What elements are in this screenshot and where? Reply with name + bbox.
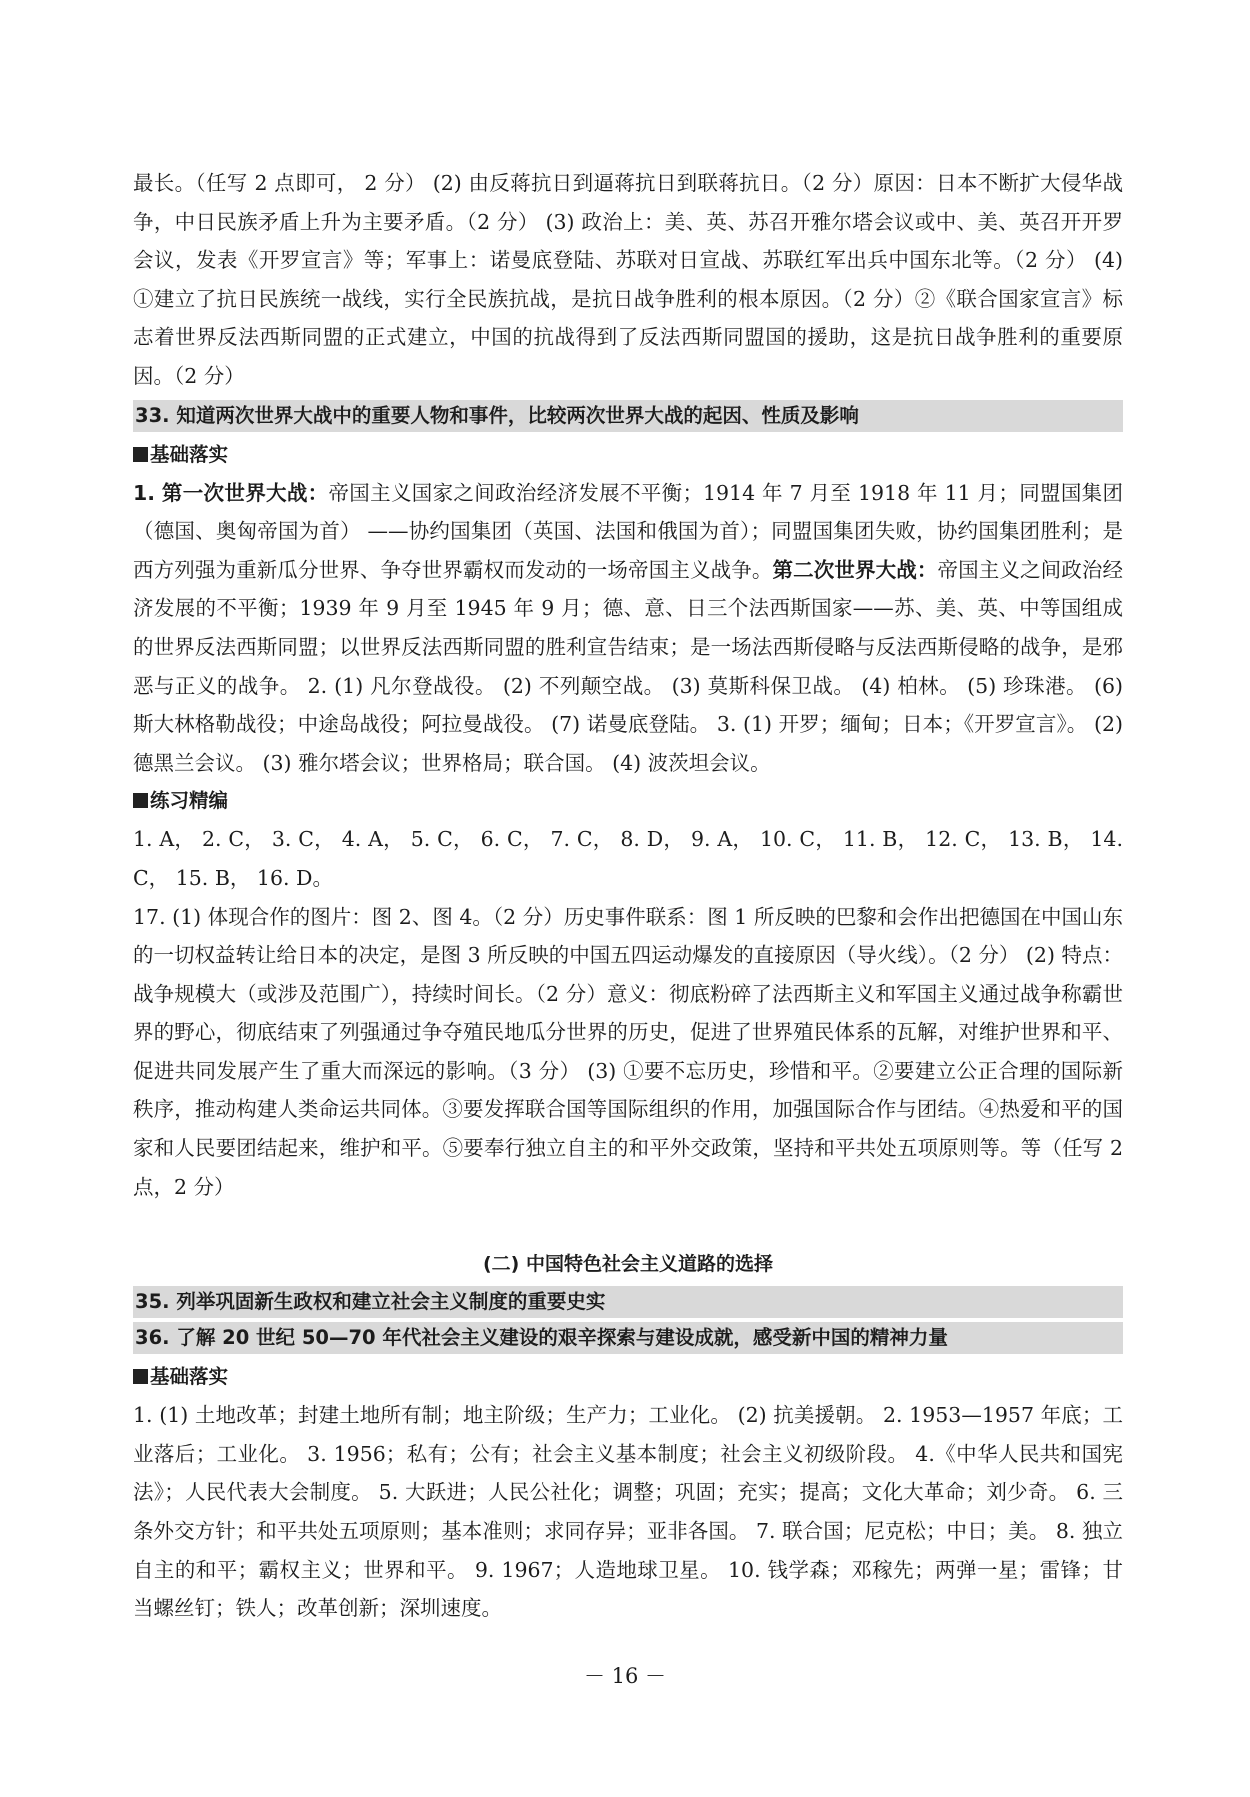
- section-36-basic-heading: [133, 1358, 1123, 1396]
- section-33-title: 33. 知道两次世界大战中的重要人物和事件，比较两次世界大战的起因、性质及影响: [135, 403, 859, 427]
- page-number: － 16 －: [583, 1664, 667, 1688]
- section-36-title: 36. 了解 20 世纪 50—70 年代社会主义建设的艰辛探索与建设成就，感受新中国的精神力量: [135, 1326, 948, 1350]
- basic-item-number: 1.: [133, 480, 156, 505]
- basic-label-2: 基础落实: [150, 1365, 229, 1389]
- practice-label: 练习精编: [150, 789, 229, 813]
- section-35-heading: [133, 1286, 1123, 1318]
- question-17-answer: 17. (1) 体现合作的图片：图 2、图 4。（2 分）历史事件联系：图 1 所反映的巴黎和会作出把德国在中国山东的一切权益转让给日本的决定，是图 3 所反映的中国五四运动爆发的直接原因（导火线）。（2 分） (2) 特点：战争规模大（或涉及范围广），持续时间长。（2 分）意义：彻底粉碎了法西斯主义和军国主义通过战争称霸世界的野心，彻底结束了列强通过争夺殖民地瓜分世界的历史，促进了世界殖民体系的瓦解，对维护世界和平、促进共同发展产生了重大而深远的影响。（3 分） (3) ①要不忘历史，珍惜和平。②要建立公正合理的国际新秩序，推动构建人类命运共同体。③要发挥联合国等国际组织的作用，加强国际合作与团结。④热爱和平的国家和人民要团结起来，维护和平。⑤要奉行独立自主的和平外交政策，坚持和平共处五项原则等。等（任写 2 点，2 分）: [133, 904, 1123, 1199]
- practice-answers: 1. A， 2. C， 3. C， 4. A， 5. C， 6. C， 7. C， 8. D， 9. A， 10. C， 11. B， 12. C， 13. B， 14. C， 15. B， 16. D。: [133, 827, 1123, 890]
- part-2-title: (二) 中国特色社会主义道路的选择: [483, 1253, 773, 1276]
- ww2-text: 帝国主义之间政治经济发展的不平衡；1939 年 9 月至 1945 年 9 月；德、意、日三个法西斯国家——苏、美、英、中等国组成的世界反法西斯同盟；以世界反法西斯同盟的胜利宣告结束；是一场法西斯侵略与反法西斯侵略的战争，是邪恶与正义的战争。 2. (1) 凡尔登战役。 (2) 不列颠空战。 (3) 莫斯科保卫战。 (4) 柏林。 (5) 珍珠港。 (6) 斯大林格勒战役；中途岛战役；阿拉曼战役。 (7) 诺曼底登陆。 3. (1) 开罗；缅甸；日本；《开罗宣言》。 (2) 德黑兰会议。 (3) 雅尔塔会议；世界格局；联合国。 (4) 波茨坦会议。: [133, 557, 1124, 775]
- ww1-keyword: 第一次世界大战：: [161, 480, 329, 505]
- ww1-text: 帝国主义国家之间政治经济发展不平衡；1914 年 7 月至 1918 年 11 月；同盟国集团（德国、奥匈帝国为首） ——协约国集团（英国、法国和俄国为首）；同盟国集团失败，协约国集团胜利；是西方列强为重新瓜分世界、争夺世界霸权而发动的一场帝国主义战争。: [133, 480, 1123, 582]
- square-bullet-icon: [133, 447, 148, 462]
- intro-paragraph: 最长。（任写 2 点即可， 2 分） (2) 由反蒋抗日到逼蒋抗日到联蒋抗日。（2 分）原因：日本不断扩大侵华战争，中日民族矛盾上升为主要矛盾。（2 分） (3) 政治上：美、英、苏召开雅尔塔会议或中、美、英召开开罗会议，发表《开罗宣言》等；军事上：诺曼底登陆、苏联对日宣战、苏联红军出兵中国东北等。（2 分） (4) ①建立了抗日民族统一战线，实行全民族抗战，是抗日战争胜利的根本原因。（2 分）②《联合国家宣言》标志着世界反法西斯同盟的正式建立，中国的抗战得到了反法西斯同盟国的援助，这是抗日战争胜利的重要原因。（2 分）: [133, 171, 1123, 388]
- section-33-basic-heading: [133, 436, 1123, 474]
- basic-label: 基础落实: [150, 442, 229, 466]
- section-36-heading: [133, 1322, 1123, 1354]
- section-36-basic-paragraph: 1. (1) 土地改革；封建土地所有制；地主阶级；生产力；工业化。 (2) 抗美援朝。 2. 1953—1957 年底；工业落后；工业化。 3. 1956；私有；公有；社会主义基本制度；社会主义初级阶段。 4.《中华人民共和国宪法》；人民代表大会制度。 5. 大跃进；人民公社化；调整；巩固；充实；提高；文化大革命；刘少奇。 6. 三条外交方针；和平共处五项原则；基本准则；求同存异；亚非各国。 7. 联合国；尼克松；中日；美。 8. 独立自主的和平；霸权主义；世界和平。 9. 1967；人造地球卫星。 10. 钱学森；邓稼先；两弹一星；雷锋；甘当螺丝钉；铁人；改革创新；深圳速度。: [133, 1403, 1123, 1621]
- square-bullet-icon: [133, 1369, 148, 1384]
- section-33-heading: [133, 400, 1123, 432]
- section-33-practice-heading: [133, 782, 1123, 820]
- section-33-basic-paragraph: [133, 474, 1123, 783]
- content-column: [133, 164, 1123, 1628]
- section-35-title: 35. 列举巩固新生政权和建立社会主义制度的重要史实: [135, 1290, 606, 1314]
- spacer: [133, 1206, 1123, 1246]
- square-bullet-icon: [133, 793, 148, 808]
- ww2-keyword: 第二次世界大战：: [772, 557, 938, 582]
